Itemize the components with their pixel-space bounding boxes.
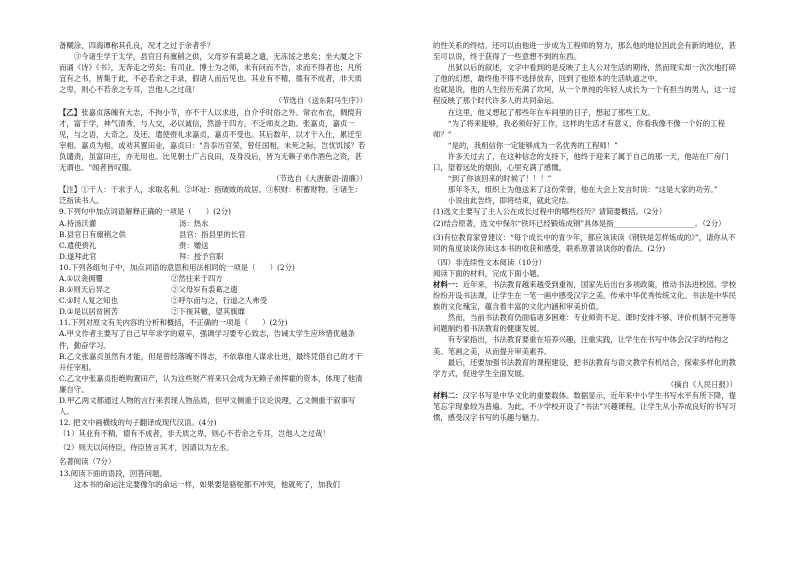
left-column bbox=[59, 40, 367, 490]
option-gloss: 赍：赠送 bbox=[179, 240, 209, 250]
source-citation: （摘自《人民日报》） bbox=[666, 379, 737, 389]
option-gloss: ②父母岁有裘葛之遗 bbox=[171, 285, 238, 295]
material-tag: 材料一： bbox=[433, 279, 463, 289]
text-paragraph: ③今诸生学于太学，县官日有廪稍之供，父母岁有裘葛之遗，无冻馁之患矣；坐大厦之下而诵《诗》《书》，无奔走之劳矣；有司业、博士为之师，未有问而不告，求而不得者也；凡所宜有之书，皆集于此，不必若余之手录，假诸人而后见也。其业有不精，德有不成者，非天质之卑，则心不若余之专耳，岂他人之过哉！ bbox=[59, 52, 363, 95]
source-citation: （节选自《大唐新语·清廉》） bbox=[272, 174, 367, 184]
option-label: A.持汤沃灌 bbox=[59, 218, 97, 228]
option-gloss: ②然往来于四方 bbox=[171, 273, 223, 283]
section-heading: （四）非连续性文本阅读（10分） bbox=[433, 257, 546, 267]
question-9: 9.下列句中加点词语解释正确的一项是（ ）(2分) bbox=[59, 207, 232, 217]
text-paragraph: 有专家指出，书法教育要重在培养兴趣，注重实践，让学生在书写中体会汉字的结构之美、笔画之美，从而提升审美素养。 bbox=[433, 335, 729, 356]
option-label: B.县官日有廪稍之供 bbox=[59, 229, 126, 239]
q11-option-b: B.乙文张嘉贞虽然有才能，但是曾经落魄不得志，不依靠他人谋求仕进，最终凭借自己的才干升任宰相。 bbox=[59, 351, 363, 372]
question-13-2: (2)结合原著，选文中保尔“铁环已经锻炼成钢”具体是指______________________。（2分） bbox=[433, 218, 726, 228]
text-paragraph: 许多天过去了，在这种信念的支持下，他终于迎来了属于自己的那一天，他站在厂房门口，望着远处的烟囱，心里充满了感慨。 bbox=[433, 151, 729, 173]
text-paragraph: 张嘉贞落魄有大志，不拘小节，亦不干人以求进，自介乎时俗之外。常衣布衣，倜傥有才，富于学，神气清秀，与人交，必以诚信，然游于四方，不乏师友之助。张嘉贞，嘉贞一见，与之语，大奇之。及还，遣使赍礼求嘉贞，嘉贞不受也。其后数年，以才干入仕，累迁至宰相。嘉贞为相，或劝其置田业，嘉贞曰："吾忝历官荣，曾任国相，未死之际，岂忧饥馁？若负谴责，虽富田庄，亦无用也。比见朝士广占良田，及身没后，皆为无赖子弟作酒色之资，甚无谓也。"闻者皆叹服。 bbox=[59, 107, 366, 173]
option-label: B.①则天后异之 bbox=[59, 285, 111, 295]
option-gloss: 拜：授予官职 bbox=[179, 251, 224, 261]
text-paragraph: 最后，还要加强书法教育的课程建设，把书法教育与语文教学有机结合，探索多样化的教学方式，促进学生全面发展。 bbox=[433, 357, 737, 378]
q11-option-d: D.甲乙两文都通过人物的言行来表现人物品质，但甲文侧重于议论说理，乙文侧重于叙事写人。 bbox=[59, 396, 356, 417]
question-13-3: (3)有位教育家曾建议：“每个成长中的青少年，都应该读读《钢铁是怎样炼成的》”，请你从不同的角度谈谈你读这本书的收获和感受，联系原著谈谈你的看法。(2分) bbox=[433, 232, 736, 253]
passage-tag: 【乙】 bbox=[59, 107, 82, 117]
text-paragraph: 在这里，他又想起了那些年在车间里的日子，想起了那些工友。 bbox=[447, 107, 655, 117]
section-instructions: 阅读下面的材料，完成下面小题。 bbox=[433, 268, 544, 278]
text-paragraph: 近年来，书法教育越来越受到重视，国家先后出台多项政策，推动书法进校园。学校纷纷开设书法课，让学生在一笔一画中感受汉字之美，传承中华优秀传统文化。书法是中华民族的文化瑰宝，蕴含着丰富的文化内涵和审美价值。 bbox=[433, 279, 737, 312]
right-column bbox=[433, 40, 737, 423]
option-gloss: 汤：热水 bbox=[179, 218, 209, 228]
section-heading: 名著阅读（7分） bbox=[59, 457, 116, 467]
text-paragraph: 备糊涂，四海谭称其孔良，况才之过于余者乎？ bbox=[59, 41, 215, 50]
option-label: C.遣使赍礼 bbox=[59, 240, 97, 250]
text-paragraph: 也就是说，他的人生经历充满了坎坷，从一个单纯的年轻人成长为一个有担当的男人，这一过程反映了那个时代许多人的共同命运。 bbox=[433, 85, 737, 106]
text-paragraph: 的性关系的终结，还可以由他进一步成为工程师的努力，那么他的地位因此会有新的地位，甚至可以说，终于获得了一些意想不到的东西。 bbox=[433, 41, 737, 62]
source-citation: （节选自《送东阳马生序》） bbox=[274, 96, 367, 106]
text-paragraph: “为了将来能够，我必须好好工作，这样的生活才有意义，你看我像不像一个好的工程师？” bbox=[433, 118, 726, 139]
notes: ①干人：干求于人，求取名利。②坏址：指破败的故居。③积财：积蓄财物。④诸生：泛指读书人。 bbox=[59, 185, 363, 206]
text-paragraph: 小说由此告终，即将结束，就此完结。 bbox=[447, 196, 574, 206]
text-paragraph: “是的，我相信你一定能够成为一名优秀的工程师！” bbox=[447, 140, 618, 150]
option-label: C.①时人复之知也 bbox=[59, 296, 118, 306]
q10-options bbox=[59, 273, 367, 317]
question-11: 11.下列对原文有关内容的分析和概括，不正确的一项是（ ）(2分) bbox=[59, 318, 288, 328]
option-label: D.遂拜此官 bbox=[59, 251, 97, 261]
q12-sentence-1: （1）其业有不精，德有不成者，非天质之卑，则心不若余之专耳，岂他人之过哉！ bbox=[59, 429, 330, 439]
q11-option-c: C.乙文中张嘉贞拒绝购置田产，认为这些财产将来只会成为无赖子弟挥霍的资本，体现了他清廉自守。 bbox=[59, 373, 363, 394]
question-10: 10.下列各组句子中，加点词语的意思和用法相同的一项是（ ）(2分) bbox=[59, 262, 295, 272]
notes-tag: 【注】 bbox=[59, 185, 82, 195]
text-paragraph: 汉字书写是中华文化的重要载体。数据显示，近年来中小学生书写水平有所下降，提笔忘字现象较为普遍。为此，不少学校开设了“书法”兴趣课程，让学生从小养成良好的书写习惯，感受汉字书写的乐趣与魅力。 bbox=[433, 390, 737, 423]
question-13: 13.阅读下面的语段，回答问题。 bbox=[59, 468, 167, 478]
text-paragraph: “到了你该回来的时候了！！！” bbox=[447, 174, 552, 184]
text-paragraph: 这本书的命运注定要像尔的命运一样，如果要是骆驼都不冲突，他就死了，加我们 bbox=[73, 479, 340, 489]
question-13-1: (1)选文主要写了主人公在成长过程中的哪些经历？请简要概括。（2分） bbox=[433, 207, 667, 217]
text-paragraph: 然而，当前书法教育仍面临诸多困难：专业师资不足、课时安排不够、评价机制不完善等问题制约着书法教育的健康发展。 bbox=[433, 313, 737, 334]
material-tag: 材料二： bbox=[433, 390, 463, 400]
option-gloss: ②下视其辙，望其旗靡 bbox=[171, 307, 245, 317]
text-paragraph: 出狱以后的叙述，文字中看到的是反映了主人公对生活的期待，然而现实却一次次地打碎了他的幻想，最终他不得不选择放弃，回到了他原本的生活轨道之中。 bbox=[433, 63, 737, 84]
option-gloss: ②呼尔而与之，行道之人弗受 bbox=[171, 296, 268, 306]
q11-option-a: A.甲文作者主要写了自己早年求学的艰辛，强调学习要专心致志，告诫太学生应珍惜优越条件，勤奋学习。 bbox=[59, 329, 355, 350]
option-label: A.①以衾拥覆 bbox=[59, 273, 103, 283]
question-12: 12. 把文中画横线的句子翻译成现代汉语。(4分) bbox=[59, 418, 217, 428]
q12-sentence-2: （2）则天以问侍臣，侍臣皆言其才，因请以为左丞。 bbox=[59, 443, 234, 453]
text-paragraph: 那年冬天，组织上为他送来了这份荣誉，他在大会上发言时说：“这是大家的功劳。” bbox=[447, 185, 718, 195]
option-gloss: 县官：指县里的长官 bbox=[179, 229, 246, 239]
option-label: D.①是以居贫困苦 bbox=[59, 307, 118, 317]
q9-options bbox=[59, 218, 367, 262]
